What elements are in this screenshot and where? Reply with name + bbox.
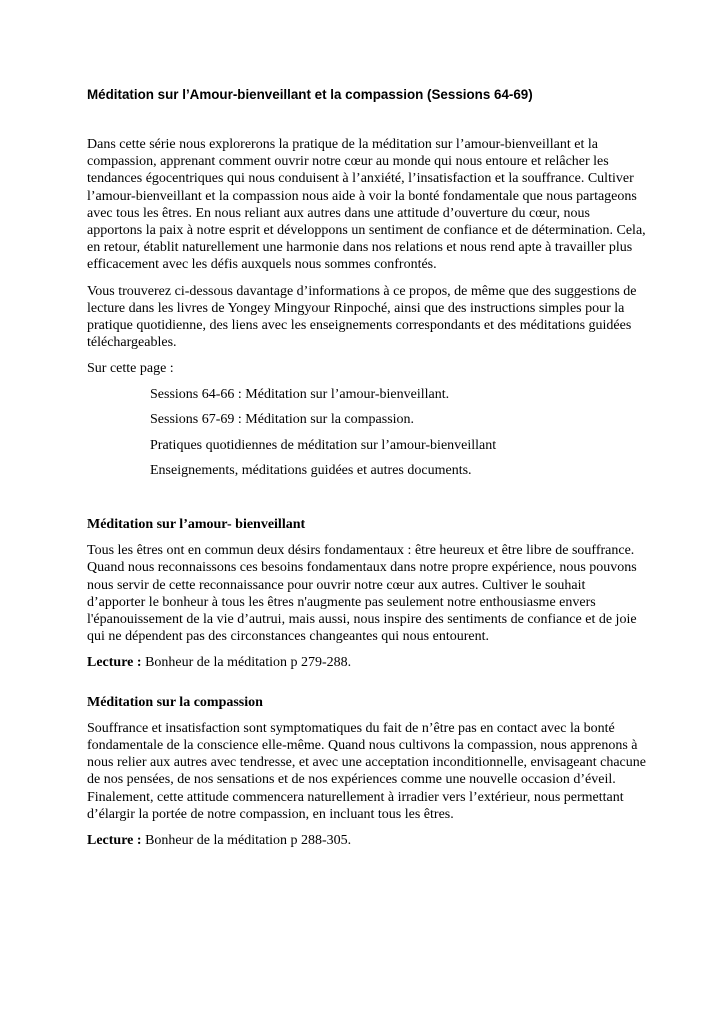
toc-item-daily-practice[interactable]: Pratiques quotidiennes de méditation sur l’amour-bienveillant	[150, 437, 497, 453]
reading-reference	[87, 654, 647, 671]
section-loving-kindness	[87, 516, 647, 672]
toc-label: Sur cette page :	[87, 361, 174, 377]
section-heading: Méditation sur l’amour- bienveillant	[87, 517, 306, 533]
reading-text: Bonheur de la méditation p 279-288.	[141, 655, 352, 671]
table-of-contents	[87, 386, 647, 480]
spacer	[87, 681, 647, 694]
intro-paragraph-2: Vous trouverez ci-dessous davantage d’informations à ce propos, de même que des suggestions de lecture dans les livres de Yongey Mingyour Rinpoché, ainsi que des instructions simples pour la pratique quotidienne, des liens avec les enseignements correspondants et des méditations guidées téléchargeables.	[87, 283, 637, 351]
toc-item-sessions-64-66[interactable]: Sessions 64-66 : Méditation sur l’amour-bienveillant.	[150, 386, 450, 402]
document-page	[87, 86, 647, 858]
intro-paragraph-1: Dans cette série nous explorerons la pratique de la méditation sur l’amour-bienveillant et la compassion, apprenant comment ouvrir notre cœur au monde qui nous entoure et relâcher les tendances égocentriques qui nous conduisent à l’anxiété, l’insatisfaction et la souffrance. Cultiver l’amour-bienveillant et la compassion nous aide à voir la bonté fondamentale que nous partageons avec tous les êtres. En nous reliant aux autres dans une attitude d’ouverture du cœur, nous apportons la paix à notre esprit et développons un sentiment de confiance et de détermination. Cela, en retour, établit naturellement une harmonie dans nos relations et nous rend apte à travailler plus efficacement avec les défis auxquels nous sommes confrontés.	[87, 137, 646, 273]
section-heading: Méditation sur la compassion	[87, 694, 263, 710]
reading-label: Lecture :	[87, 833, 142, 849]
section-compassion	[87, 694, 647, 850]
spacer	[87, 488, 647, 516]
toc-item-sessions-67-69[interactable]: Sessions 67-69 : Méditation sur la compassion.	[150, 412, 415, 428]
reading-reference	[87, 832, 647, 849]
page-title: Méditation sur l’Amour-bienveillant et la compassion (Sessions 64-69)	[87, 87, 533, 102]
section-text: Souffrance et insatisfaction sont symptomatiques du fait de n’être pas en contact avec la bonté fondamentale de la conscience elle-même. Quand nous cultivons la compassion, nous apprenons à nous relier aux autres avec tendresse, et avec une acceptation inconditionnelle, envisageant chacune de nos pensées, de nos sensations et de nos expériences comme une nouvelle occasion d’éveil. Finalement, cette attitude commencera naturellement à irradier vers l’extérieur, nous permettant d’élargir la portée de notre compassion, en incluant tous les êtres.	[87, 720, 646, 822]
reading-text: Bonheur de la méditation p 288-305.	[141, 833, 352, 849]
section-text: Tous les êtres ont en commun deux désirs fondamentaux : être heureux et être libre de souffrance. Quand nous reconnaissons ces besoins fondamentaux dans notre propre expérience, nous pouvons nous servir de cette reconnaissance pour ouvrir notre cœur aux autres. Cultiver le souhait d’apporter le bonheur à tous les êtres n'augmente pas seulement notre enthousiasme envers l'épanouissement de la vie d’autrui, mais aussi, nous inspire des sentiments de confiance et de joie qui ne dépendent pas des circonstances changeantes qui nous entourent.	[87, 543, 637, 645]
toc-item-teachings[interactable]: Enseignements, méditations guidées et autres documents.	[150, 463, 472, 479]
reading-label: Lecture :	[87, 655, 142, 671]
